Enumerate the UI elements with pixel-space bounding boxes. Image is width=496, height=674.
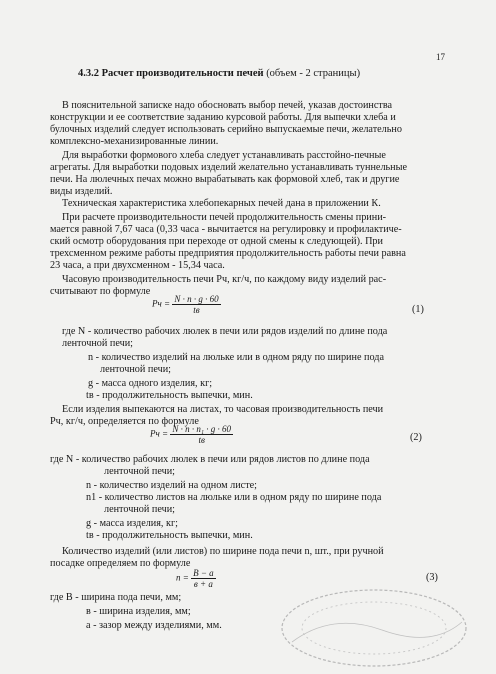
text-line: g - масса изделия, кг; [86, 518, 178, 529]
formula-denominator: tв [193, 305, 200, 315]
text-line: посадке определяем по формуле [50, 558, 191, 569]
formula-denominator: в + a [193, 579, 213, 589]
section-heading [78, 68, 360, 79]
formula-denominator: tв [198, 435, 205, 445]
text-line: В пояснительной записке надо обосновать выбор печей, указав достоинства [62, 100, 393, 111]
equation-number: (3) [426, 572, 438, 583]
text-line: где N - количество рабочих люлек в печи или рядов изделий по длине пода [62, 326, 388, 337]
formula-lhs: Pч = [152, 298, 171, 309]
text-line: мается равной 7,67 часа (0,33 часа - вычитается на регулировку и профилактиче- [50, 224, 402, 235]
text-line: булочных изделий следует использовать серийно выпускаемые печи, желательно [50, 124, 402, 135]
text-line: ленточной печи; [100, 364, 171, 375]
formula-fraction [170, 424, 233, 445]
text-line: комплексно-механизированные линии. [50, 136, 219, 147]
formula-fraction [172, 294, 220, 315]
text-line: При расчете производительности печей продолжительность смены прини- [62, 212, 387, 223]
equation-number: (1) [412, 304, 424, 315]
stamp-mark [262, 572, 482, 672]
text-line: n - количество изделий на одном листе; [86, 480, 258, 491]
section-volume: (объем - 2 страницы) [263, 68, 361, 79]
text-line: конструкции и ее соответствие заданию курсовой работы. Для выпечки хлеба и [50, 112, 396, 123]
text-line: трехсменном режиме работы предприятия продолжительность работы печи равна [50, 248, 406, 259]
page-number: 17 [436, 52, 445, 62]
text-line: считывают по формуле [50, 286, 151, 297]
formula-1 [152, 294, 221, 315]
text-line: а - зазор между изделиями, мм. [86, 620, 222, 631]
text-line: tв - продолжительность выпечки, мин. [86, 390, 253, 401]
section-title: 4.3.2 Расчет производительности печей [78, 68, 264, 79]
text-line: ленточной печи; [62, 338, 133, 349]
text-line: Для выработки формового хлеба следует устанавливать расстойно-печные [62, 150, 386, 161]
text-line: виды изделий. [50, 186, 113, 197]
formula-2 [150, 424, 233, 445]
text-line: Если изделия выпекаются на листах, то часовая производительность печи [62, 404, 384, 415]
text-line: где N - количество рабочих люлек в печи или рядов листов по длине пода [50, 454, 370, 465]
text-line: n - количество изделий на люльке или в одном ряду по ширине пода [88, 352, 384, 363]
formula-fraction [191, 568, 216, 589]
text-line: ленточной печи; [104, 504, 175, 515]
formula-numerator: N · n · n₁ · g · 60 [172, 424, 232, 434]
text-line: ленточной печи; [104, 466, 175, 477]
text-line: Рч, кг/ч, определяется по формуле [50, 416, 199, 427]
formula-numerator: B − a [193, 568, 214, 578]
text-line: где B - ширина пода печи, мм; [50, 592, 182, 603]
text-line: n1 - количество листов на люльке или в одном ряду по ширине пода [86, 492, 382, 503]
text-line: g - масса одного изделия, кг; [88, 378, 213, 389]
text-line: tв - продолжительность выпечки, мин. [86, 530, 253, 541]
text-line: Количество изделий (или листов) по ширине пода печи n, шт., при ручной [62, 546, 384, 557]
equation-number: (2) [410, 432, 422, 443]
formula-lhs: n = [176, 572, 189, 583]
text-line: агрегаты. Для выработки подовых изделий желательно устанавливать туннельные [50, 162, 408, 173]
formula-numerator: N · n · g · 60 [174, 294, 219, 304]
text-line: в - ширина изделия, мм; [86, 606, 191, 617]
text-line: Техническая характеристика хлебопекарных печей дана в приложении К. [62, 198, 381, 209]
text-line: печи. На люлечных печах можно вырабатывать как формовой хлеб, так и другие [50, 174, 400, 185]
text-line: ский осмотр оборудования при переходе от одной смены к следующей). При [50, 236, 383, 247]
formula-lhs: Pч = [150, 428, 169, 439]
text-line: 23 часа, а при двухсменном - 15,34 часа. [50, 260, 225, 271]
formula-3 [176, 568, 216, 589]
text-line: Часовую производительность печи Рч, кг/ч, по каждому виду изделий рас- [62, 274, 387, 285]
